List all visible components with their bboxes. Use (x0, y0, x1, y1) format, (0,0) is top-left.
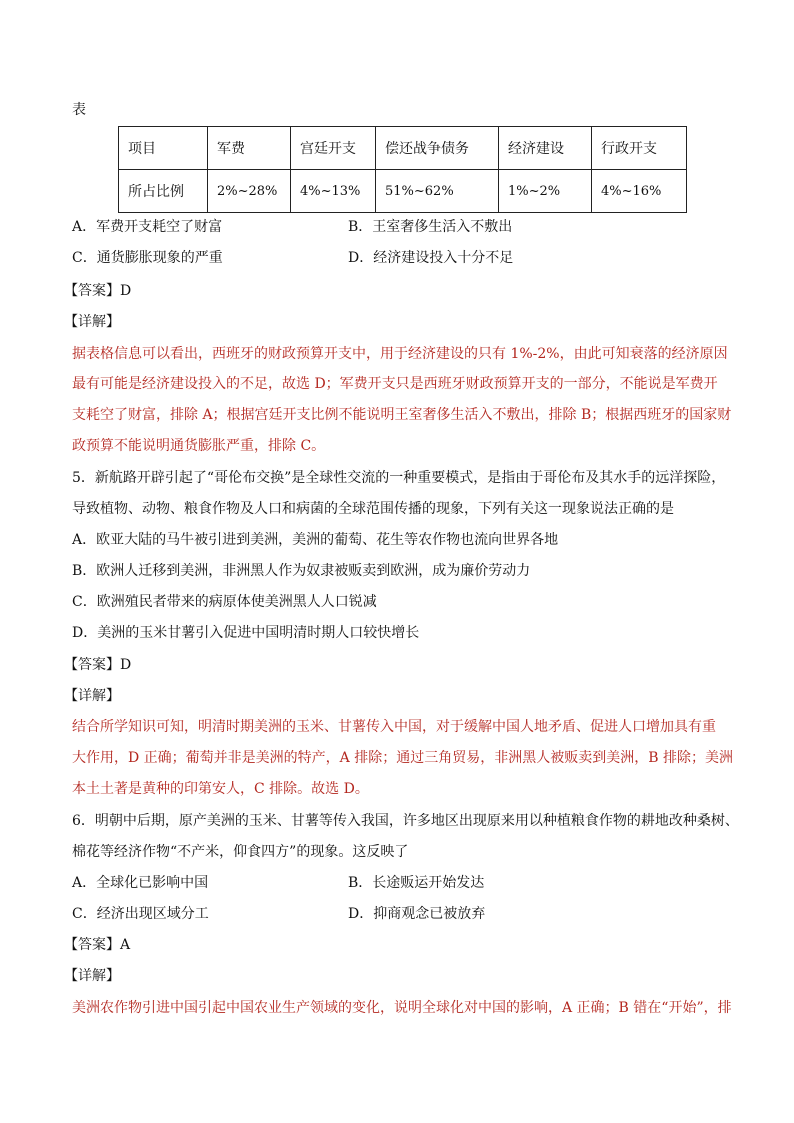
table-caption: 表 (72, 102, 86, 118)
option-b: B．长途贩运开始发达 (348, 875, 485, 891)
table-cell: 4%~16% (592, 170, 687, 213)
table-cell: 4%~13% (291, 170, 376, 213)
table-cell: 1%~2% (499, 170, 592, 213)
option-a: A．全球化已影响中国 (72, 875, 209, 891)
question-stem: 6．明朝中后期，原产美洲的玉米、甘薯等传入我国，许多地区出现原来用以种植粮食作物的耕地改种桑树、 (72, 813, 739, 829)
table-cell: 经济建设 (499, 127, 592, 170)
table-data-row (119, 170, 687, 213)
question-stem: 棉花等经济作物“不产米，仰食四方”的现象。这反映了 (72, 844, 409, 860)
answer-label: 【答案】D (64, 283, 132, 299)
option-d: D．抑商观念已被放弃 (348, 906, 486, 922)
explanation-line: 结合所学知识可知，明清时期美洲的玉米、甘薯传入中国，对于缓解中国人地矛盾、促进人口增加具有重 (72, 719, 716, 735)
table-cell: 军费 (208, 127, 291, 170)
table-header-row (119, 127, 687, 170)
detail-label: 【详解】 (64, 968, 120, 984)
option-a: A．欧亚大陆的马牛被引进到美洲，美洲的葡萄、花生等农作物也流向世界各地 (72, 532, 559, 548)
option-a: A．军费开支耗空了财富 (72, 219, 223, 235)
option-c: C．欧洲殖民者带来的病原体使美洲黑人人口锐减 (72, 594, 377, 610)
explanation-line: 政预算不能说明通货膨胀严重，排除 C。 (72, 438, 326, 454)
explanation-line: 本土土著是黄种的印第安人，C 排除。故选 D。 (72, 781, 369, 797)
option-d: D．美洲的玉米甘薯引入促进中国明清时期人口较快增长 (72, 625, 420, 641)
table-cell: 所占比例 (119, 170, 208, 213)
table-cell: 项目 (119, 127, 208, 170)
explanation-line: 据表格信息可以看出，西班牙的财政预算开支中，用于经济建设的只有 1%-2%，由此可知衰落的经济原因 (72, 346, 728, 362)
detail-label: 【详解】 (64, 314, 120, 330)
answer-label: 【答案】A (64, 937, 131, 953)
option-b: B．王室奢侈生活入不敷出 (348, 219, 513, 235)
table-cell: 宫廷开支 (291, 127, 376, 170)
question-stem: 5．新航路开辟引起了“哥伦布交换”是全球性交流的一种重要模式，是指由于哥伦布及其水手的远洋探险， (72, 470, 726, 486)
table-cell: 2%~28% (208, 170, 291, 213)
option-c: C．通货膨胀现象的严重 (72, 250, 223, 266)
explanation-line: 大作用，D 正确；葡萄并非是美洲的特产，A 排除；通过三角贸易，非洲黑人被贩卖到美洲，B 排除；美洲 (72, 750, 733, 766)
table-cell: 偿还战争债务 (376, 127, 499, 170)
explanation-line: 最有可能是经济建设投入的不足，故选 D；军费开支只是西班牙财政预算开支的一部分，不能说是军费开 (72, 376, 718, 392)
answer-label: 【答案】D (64, 657, 132, 673)
explanation-line: 支耗空了财富，排除 A；根据宫廷开支比例不能说明王室奢侈生活入不敷出，排除 B；根据西班牙的国家财 (72, 407, 732, 423)
table-cell: 行政开支 (592, 127, 687, 170)
explanation-line: 美洲农作物引进中国引起中国农业生产领域的变化，说明全球化对中国的影响，A 正确；B 错在“开始”，排 (72, 1000, 732, 1016)
budget-table (118, 126, 687, 213)
option-c: C．经济出现区域分工 (72, 906, 209, 922)
question-stem: 导致植物、动物、粮食作物及人口和病菌的全球范围传播的现象，下列有关这一现象说法正确的是 (72, 501, 674, 517)
option-d: D．经济建设投入十分不足 (348, 250, 514, 266)
table-cell: 51%~62% (376, 170, 499, 213)
option-b: B．欧洲人迁移到美洲，非洲黑人作为奴隶被贩卖到欧洲，成为廉价劳动力 (72, 563, 531, 579)
detail-label: 【详解】 (64, 688, 120, 704)
